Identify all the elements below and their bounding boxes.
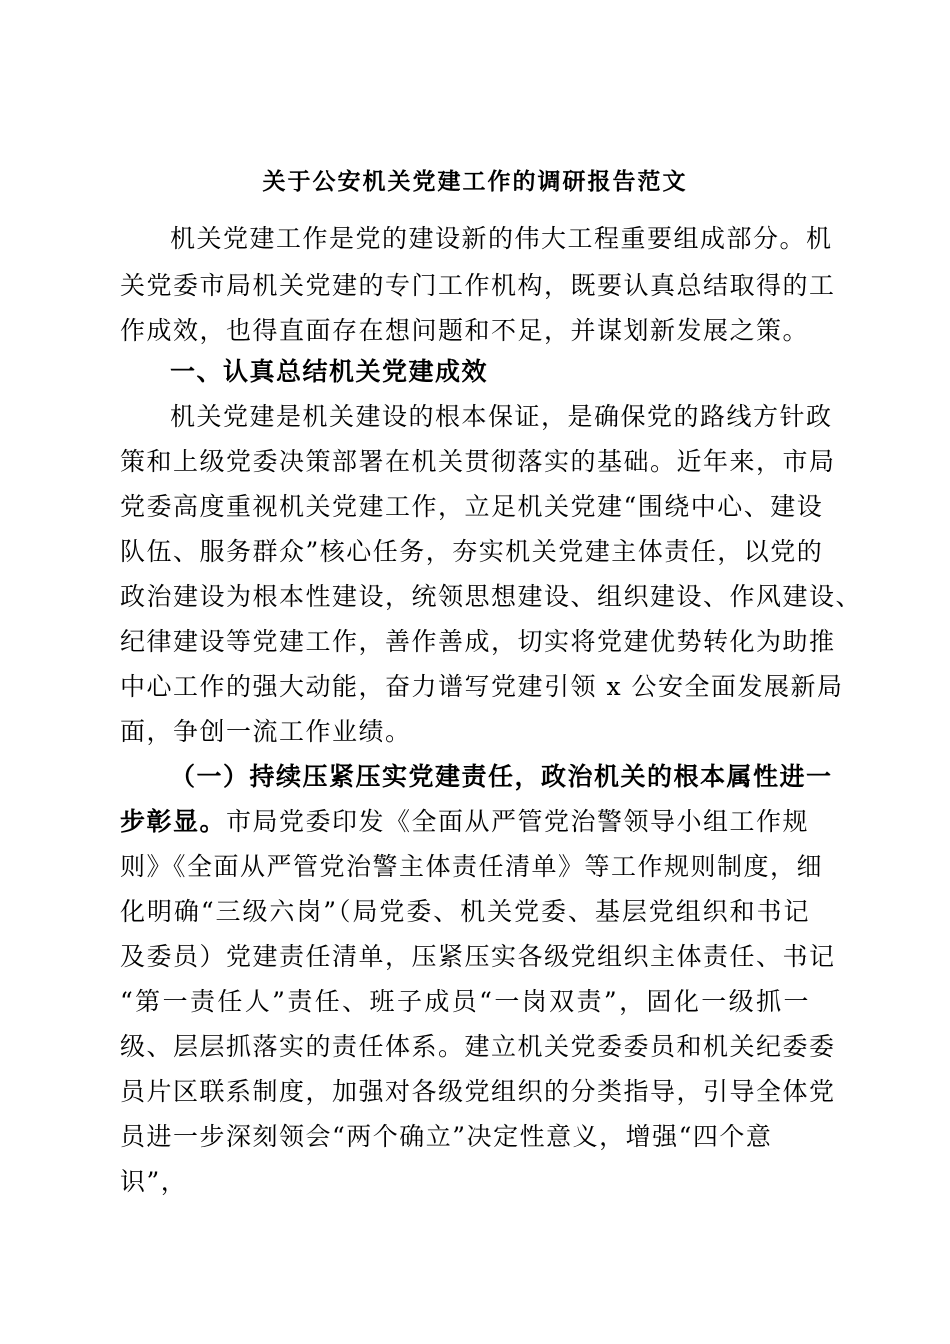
- section-para-line-8: 面，争创一流工作业绩。: [120, 717, 412, 746]
- subsection-line-10: 识”，: [120, 1167, 188, 1196]
- subsection-line-3: 则》《全面从严管党治警主体责任清单》等工作规则制度，细: [120, 852, 824, 881]
- section-heading: 一、认真总结机关党建成效: [170, 357, 489, 386]
- section-para-line-1: 机关党建是机关建设的根本保证，是确保党的路线方针政: [170, 402, 833, 431]
- subsection-line-5: 及委员）党建责任清单，压紧压实各级党组织主体责任、书记: [120, 942, 836, 971]
- document-title: 关于公安机关党建工作的调研报告范文: [262, 168, 688, 195]
- section-para-line-3: 党委高度重视机关党建工作，立足机关党建“围绕中心、建设: [120, 492, 824, 521]
- subsection-line-6: “第一责任人”责任、班子成员“一岗双责”，固化一级抓一: [120, 987, 810, 1016]
- subsection-line-4: 化明确“三级六岗”（局党委、机关党委、基层党组织和书记: [120, 897, 810, 926]
- section-para-line-5: 政治建设为根本性建设，统领思想建设、组织建设、作风建设、: [120, 582, 863, 611]
- section-para-line-7: 中心工作的强大动能，奋力谱写党建引领 x 公安全面发展新局: [120, 672, 844, 701]
- subsection-line-8: 员片区联系制度，加强对各级党组织的分类指导，引导全体党: [120, 1077, 836, 1106]
- subsection-line-2: [120, 805, 809, 839]
- subsection-line-7: 级、层层抓落实的责任体系。建立机关党委委员和机关纪委委: [120, 1032, 836, 1061]
- intro-line-1: 机关党建工作是党的建设新的伟大工程重要组成部分。机: [170, 224, 833, 253]
- section-para-line-4: 队伍、服务群众”核心任务，夯实机关党建主体责任，以党的: [120, 537, 824, 566]
- subsection-text-line-2: 市局党委印发《全面从严管党治警领导小组工作规: [226, 807, 810, 836]
- section-para-line-6: 纪律建设等党建工作，善作善成，切实将党建优势转化为助推: [120, 627, 836, 656]
- subsection-line-9: 员进一步深刻领会“两个确立”决定性意义，增强“四个意: [120, 1122, 773, 1151]
- subsection-heading-line-2: 步彰显。: [120, 807, 227, 836]
- intro-line-3: 作成效，也得直面存在想问题和不足，并谋划新发展之策。: [120, 316, 810, 345]
- subsection-heading-line-1: （一）持续压紧压实党建责任，政治机关的根本属性进一: [170, 762, 833, 791]
- section-para-line-2: 策和上级党委决策部署在机关贯彻落实的基础。近年来，市局: [120, 447, 836, 476]
- intro-line-2: 关党委市局机关党建的专门工作机构，既要认真总结取得的工: [120, 271, 836, 300]
